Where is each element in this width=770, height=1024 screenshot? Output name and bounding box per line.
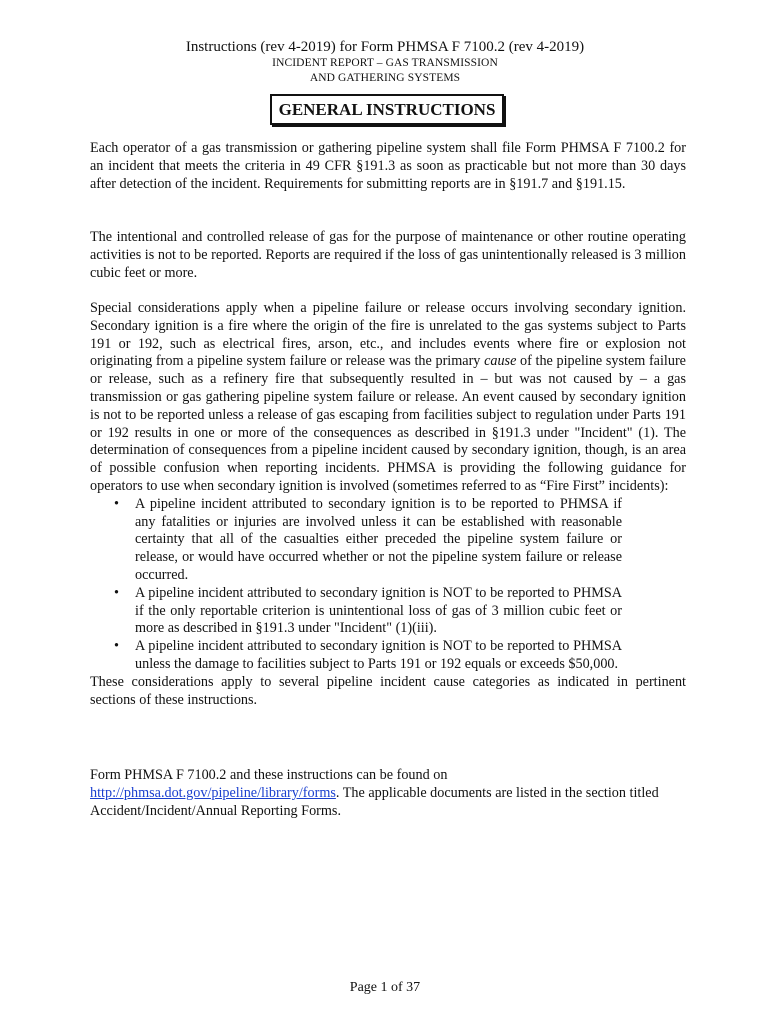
emphasis-cause: cause — [484, 353, 517, 370]
guidance-bullet-text: A pipeline incident attributed to secondary ignition is NOT to be reported to PHMSA if the only reportable criterion is unintentional loss of gas of 3 million cubic feet or more as described in §191.3 under "Incident" (1)(iii). — [135, 584, 622, 637]
paragraph-forms-location — [90, 767, 686, 820]
page-number: Page 1 of 37 — [349, 980, 421, 995]
forms-location-rest: . The applicable documents are listed in the section titled Accident/Incident/Annual Reporting Forms. — [90, 784, 659, 819]
section-heading-general-instructions: GENERAL INSTRUCTIONS — [270, 94, 504, 125]
document-title: Instructions (rev 4-2019) for Form PHMSA F 7100.2 (rev 4-2019) — [185, 39, 585, 55]
guidance-bullet-text: A pipeline incident attributed to secondary ignition is NOT to be reported to PHMSA unless the damage to facilities subject to Parts 191 or 192 equals or exceeds $50,000. — [135, 638, 622, 672]
bullet-marker: • — [114, 584, 119, 601]
guidance-bullet-item — [90, 496, 686, 585]
secondary-ignition-text-part1: Special considerations apply when a pipeline failure or release occurs involving secondary ignition. Secondary ignition is a fire where the origin of the fire is unrelated to the gas systems subject to Parts 191 or 192, such as electrical fires, arson, etc., and includes events where fire or explosion not originating from a pipeline system failure or release was the primary — [90, 300, 686, 370]
paragraph-intentional-release: The intentional and controlled release of gas for the purpose of maintenance or other routine operating activities is not to be reported. Reports are required if the loss of gas unintentionally released is 3 million cubic feet or more. — [90, 229, 686, 281]
guidance-bullet-list — [90, 496, 686, 674]
forms-location-intro: Form PHMSA F 7100.2 and these instructions can be found on — [90, 767, 448, 783]
guidance-bullet-item — [90, 585, 686, 638]
bullet-marker: • — [114, 495, 119, 512]
forms-library-link[interactable]: http://phmsa.dot.gov/pipeline/library/forms — [90, 784, 336, 801]
document-subtitle-line2: AND GATHERING SYSTEMS — [309, 72, 461, 84]
document-subtitle-line1: INCIDENT REPORT – GAS TRANSMISSION — [272, 57, 498, 69]
bullet-marker: • — [114, 638, 119, 655]
considerations-closing: These considerations apply to several pipeline incident cause categories as indicated in pertinent sections of these instructions. — [90, 673, 686, 708]
paragraph-filing-requirement: Each operator of a gas transmission or gathering pipeline system shall file Form PHMSA F 7100.2 for an incident that meets the criteria in 49 CFR §191.3 as soon as practicable but not more than 30 days after detection of the incident. Requirements for submitting reports are in §191.7 and §191.15. — [90, 140, 686, 192]
secondary-ignition-text — [90, 300, 686, 496]
guidance-bullet-item — [90, 638, 686, 674]
secondary-ignition-text-part2: of the pipeline system failure or release, such as a refinery fire that subsequently resulted in – but was not caused by – a gas transmission or gas gathering pipeline system failure or release. An event caused by secondary ignition is not to be reported unless a release of gas escaping from facilities subject to regulation under Parts 191 or 192 results in one or more of the consequences as described in §191.3 under "Incident" (1). The determination of consequences from a pipeline incident caused by secondary ignition, though, is an area of possible confusion when reporting incidents. PHMSA is providing the following guidance for operators to use when secondary ignition is involved (sometimes referred to as “Fire First” incidents): — [90, 353, 686, 494]
guidance-bullet-text: A pipeline incident attributed to secondary ignition is to be reported to PHMSA if any fatalities or injuries are involved unless it can be established with reasonable certainty that all of the casualties either preceded the pipeline system failure or release, or would have occurred whether or not the pipeline system failure or release occurred. — [135, 495, 622, 583]
paragraph-secondary-ignition — [90, 300, 686, 709]
